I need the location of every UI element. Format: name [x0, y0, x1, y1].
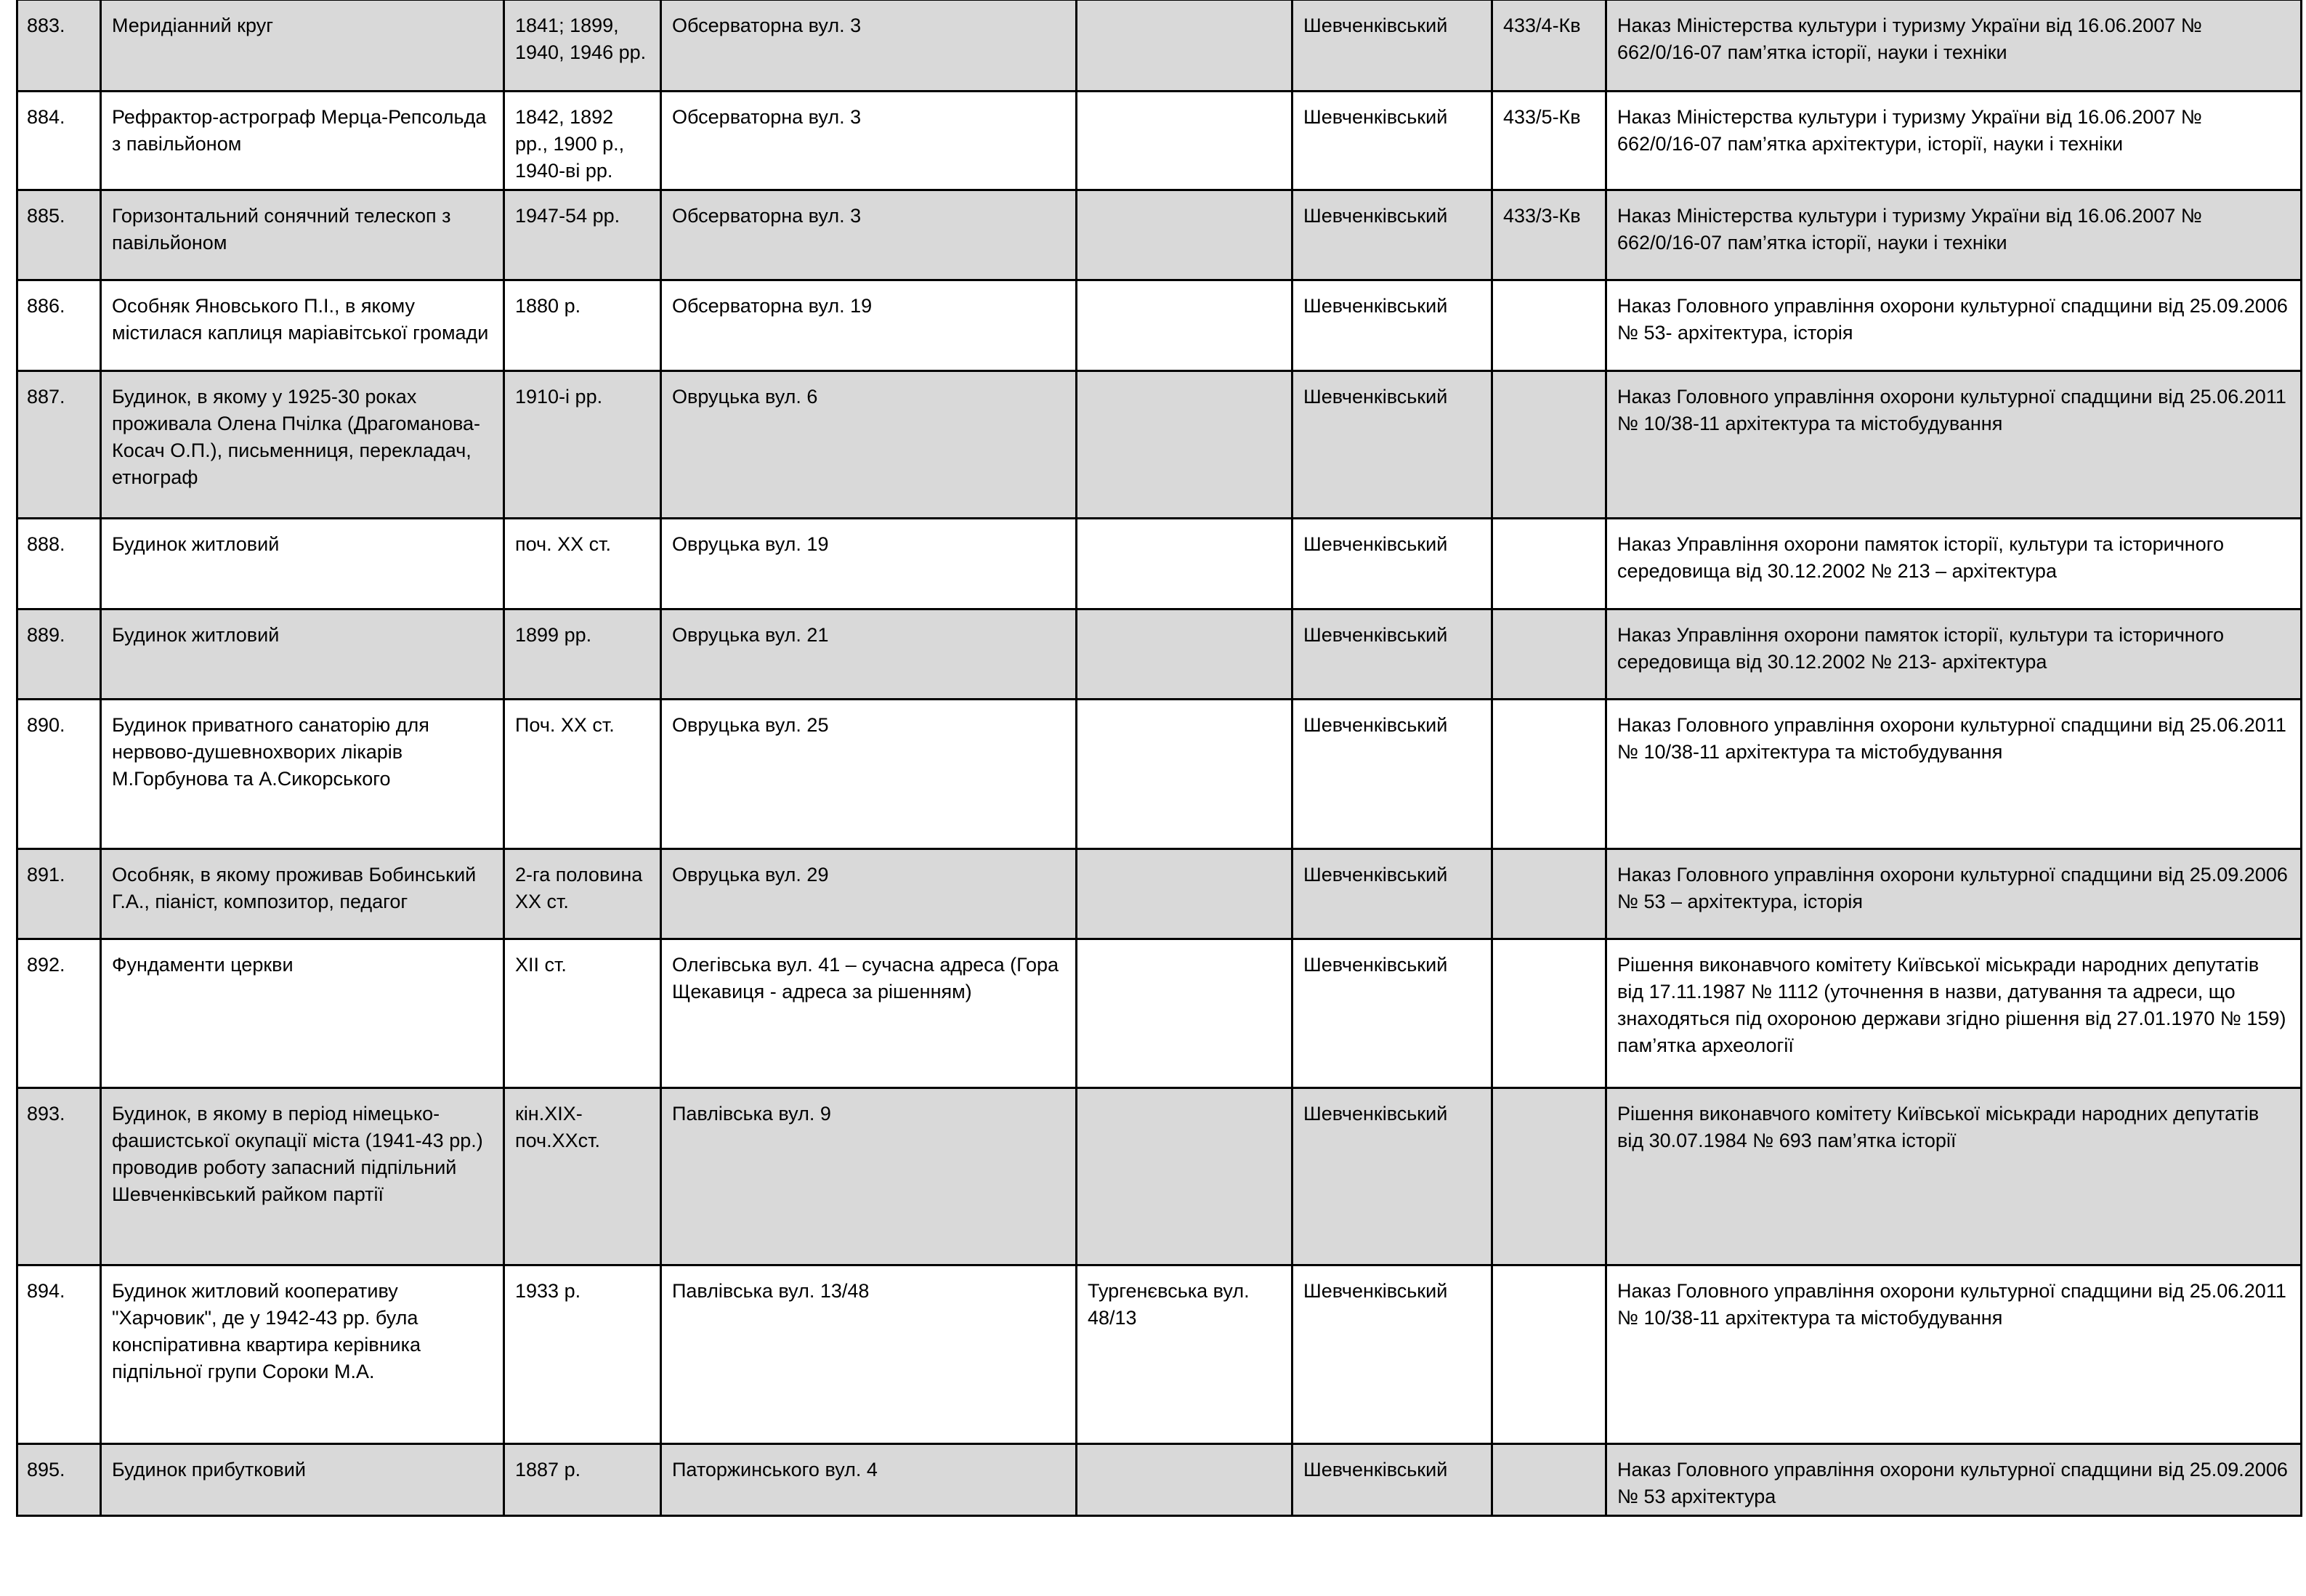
- monument-address-cell: Павлівська вул. 9: [661, 1088, 1077, 1265]
- row-number-cell: 892.: [17, 939, 101, 1088]
- legal-document-cell: Наказ Головного управління охорони культурної спадщини від 25.06.2011 № 10/38-11 архітектура та містобудування: [1606, 1265, 2302, 1444]
- table-row: [17, 609, 2302, 700]
- row-number-cell: 885.: [17, 190, 101, 280]
- district-name-cell: Шевченківський: [1292, 92, 1492, 190]
- monument-name-cell: Горизонтальний сонячний телескоп з павільйоном: [101, 190, 504, 280]
- protection-number-cell: [1492, 609, 1606, 700]
- row-number-cell: 886.: [17, 280, 101, 371]
- monument-date-cell: 1842, 1892 рр., 1900 р., 1940-ві рр.: [504, 92, 661, 190]
- alternate-address-cell: [1077, 92, 1292, 190]
- legal-document-cell: Наказ Міністерства культури і туризму України від 16.06.2007 № 662/0/16-07 пам’ятка історії, науки і техніки: [1606, 190, 2302, 280]
- alternate-address-cell: [1077, 849, 1292, 939]
- row-number-cell: 883.: [17, 1, 101, 92]
- table-row: [17, 849, 2302, 939]
- table-row: [17, 280, 2302, 371]
- alternate-address-cell: [1077, 1444, 1292, 1516]
- monument-date-cell: ХІІ ст.: [504, 939, 661, 1088]
- legal-document-cell: Рішення виконавчого комітету Київської міськради народних депутатів від 17.11.1987 № 1112 (уточнення в назви, датування та адреси, що знаходяться під охороною держави згідно рішення від 27.01.1970 № 159) пам’ятка археології: [1606, 939, 2302, 1088]
- row-number-cell: 887.: [17, 371, 101, 519]
- alternate-address-cell: [1077, 939, 1292, 1088]
- monument-name-cell: Рефрактор-астрограф Мерца-Репсольда з павільйоном: [101, 92, 504, 190]
- legal-document-cell: Наказ Управління охорони памяток історії, культури та історичного середовища від 30.12.2002 № 213- архітектура: [1606, 609, 2302, 700]
- monument-address-cell: Обсерваторна вул. 3: [661, 1, 1077, 92]
- district-name-cell: Шевченківський: [1292, 609, 1492, 700]
- monument-name-cell: Будинок житловий: [101, 609, 504, 700]
- table-row: [17, 1088, 2302, 1265]
- monument-address-cell: Паторжинського вул. 4: [661, 1444, 1077, 1516]
- table-row: [17, 1444, 2302, 1516]
- table-row: [17, 1265, 2302, 1444]
- table-row: [17, 939, 2302, 1088]
- district-name-cell: Шевченківський: [1292, 1265, 1492, 1444]
- monument-address-cell: Павлівська вул. 13/48: [661, 1265, 1077, 1444]
- alternate-address-cell: [1077, 1088, 1292, 1265]
- table-row: [17, 190, 2302, 280]
- monument-name-cell: Фундаменти церкви: [101, 939, 504, 1088]
- row-number-cell: 888.: [17, 519, 101, 609]
- monument-address-cell: Овруцька вул. 6: [661, 371, 1077, 519]
- protection-number-cell: [1492, 1088, 1606, 1265]
- row-number-cell: 890.: [17, 700, 101, 849]
- monument-name-cell: Будинок, в якому в період німецько-фашистської окупації міста (1941-43 рр.) проводив роботу запасний підпільний Шевченківський райком партії: [101, 1088, 504, 1265]
- table-row: [17, 371, 2302, 519]
- legal-document-cell: Наказ Міністерства культури і туризму України від 16.06.2007 № 662/0/16-07 пам’ятка історії, науки і техніки: [1606, 1, 2302, 92]
- alternate-address-cell: [1077, 609, 1292, 700]
- monument-name-cell: Особняк Яновського П.І., в якому містилася каплиця маріавітської громади: [101, 280, 504, 371]
- row-number-cell: 889.: [17, 609, 101, 700]
- row-number-cell: 884.: [17, 92, 101, 190]
- protection-number-cell: 433/4-Кв: [1492, 1, 1606, 92]
- legal-document-cell: Наказ Головного управління охорони культурної спадщини від 25.09.2006 № 53 – архітектура, історія: [1606, 849, 2302, 939]
- monument-date-cell: кін.ХІХ-поч.ХХст.: [504, 1088, 661, 1265]
- district-name-cell: Шевченківський: [1292, 280, 1492, 371]
- legal-document-cell: Наказ Головного управління охорони культурної спадщини від 25.09.2006 № 53- архітектура, історія: [1606, 280, 2302, 371]
- district-name-cell: Шевченківський: [1292, 371, 1492, 519]
- protection-number-cell: 433/3-Кв: [1492, 190, 1606, 280]
- protection-number-cell: [1492, 1444, 1606, 1516]
- alternate-address-cell: [1077, 700, 1292, 849]
- monument-date-cell: 1880 р.: [504, 280, 661, 371]
- legal-document-cell: Рішення виконавчого комітету Київської міськради народних депутатів від 30.07.1984 № 693 пам’ятка історії: [1606, 1088, 2302, 1265]
- monument-address-cell: Обсерваторна вул. 19: [661, 280, 1077, 371]
- district-name-cell: Шевченківський: [1292, 939, 1492, 1088]
- monument-date-cell: 1841; 1899, 1940, 1946 рр.: [504, 1, 661, 92]
- monument-address-cell: Обсерваторна вул. 3: [661, 190, 1077, 280]
- district-name-cell: Шевченківський: [1292, 1, 1492, 92]
- alternate-address-cell: [1077, 519, 1292, 609]
- monument-name-cell: Будинок, в якому у 1925-30 роках проживала Олена Пчілка (Драгоманова-Косач О.П.), письменниця, перекладач, етнограф: [101, 371, 504, 519]
- protection-number-cell: 433/5-Кв: [1492, 92, 1606, 190]
- monument-address-cell: Олегівська вул. 41 – сучасна адреса (Гора Щекавиця - адреса за рішенням): [661, 939, 1077, 1088]
- alternate-address-cell: [1077, 280, 1292, 371]
- district-name-cell: Шевченківський: [1292, 849, 1492, 939]
- protection-number-cell: [1492, 1265, 1606, 1444]
- legal-document-cell: Наказ Головного управління охорони культурної спадщини від 25.06.2011 № 10/38-11 архітектура та містобудування: [1606, 371, 2302, 519]
- monument-date-cell: 2-га половина ХХ ст.: [504, 849, 661, 939]
- protection-number-cell: [1492, 371, 1606, 519]
- legal-document-cell: Наказ Головного управління охорони культурної спадщини від 25.06.2011 № 10/38-11 архітектура та містобудування: [1606, 700, 2302, 849]
- monument-date-cell: 1910-і рр.: [504, 371, 661, 519]
- legal-document-cell: Наказ Управління охорони памяток історії, культури та історичного середовища від 30.12.2002 № 213 – архітектура: [1606, 519, 2302, 609]
- monument-date-cell: 1933 р.: [504, 1265, 661, 1444]
- table-row: [17, 1, 2302, 92]
- table-row: [17, 92, 2302, 190]
- district-name-cell: Шевченківський: [1292, 1088, 1492, 1265]
- row-number-cell: 894.: [17, 1265, 101, 1444]
- monument-name-cell: Будинок житловий кооперативу "Харчовик", де у 1942-43 рр. була конспіративна квартира керівника підпільної групи Сороки М.А.: [101, 1265, 504, 1444]
- protection-number-cell: [1492, 700, 1606, 849]
- alternate-address-cell: [1077, 371, 1292, 519]
- monument-date-cell: 1947-54 рр.: [504, 190, 661, 280]
- monument-date-cell: поч. ХХ ст.: [504, 519, 661, 609]
- legal-document-cell: Наказ Головного управління охорони культурної спадщини від 25.09.2006 № 53 архітектура: [1606, 1444, 2302, 1516]
- alternate-address-cell: [1077, 1, 1292, 92]
- alternate-address-cell: Тургенєвська вул. 48/13: [1077, 1265, 1292, 1444]
- monument-date-cell: 1899 рр.: [504, 609, 661, 700]
- table-row: [17, 700, 2302, 849]
- monument-name-cell: Будинок житловий: [101, 519, 504, 609]
- district-name-cell: Шевченківський: [1292, 700, 1492, 849]
- row-number-cell: 895.: [17, 1444, 101, 1516]
- monument-name-cell: Будинок приватного санаторію для нервово-душевнохворих лікарів М.Горбунова та А.Сикорського: [101, 700, 504, 849]
- monument-address-cell: Овруцька вул. 25: [661, 700, 1077, 849]
- monument-address-cell: Обсерваторна вул. 3: [661, 92, 1077, 190]
- legal-document-cell: Наказ Міністерства культури і туризму України від 16.06.2007 № 662/0/16-07 пам’ятка архітектури, історії, науки і техніки: [1606, 92, 2302, 190]
- monument-date-cell: Поч. ХХ ст.: [504, 700, 661, 849]
- table-row: [17, 519, 2302, 609]
- monument-date-cell: 1887 р.: [504, 1444, 661, 1516]
- protection-number-cell: [1492, 280, 1606, 371]
- alternate-address-cell: [1077, 190, 1292, 280]
- monument-name-cell: Будинок прибутковий: [101, 1444, 504, 1516]
- monument-name-cell: Особняк, в якому проживав Бобинський Г.А., піаніст, композитор, педагог: [101, 849, 504, 939]
- monuments-registry-table: [16, 0, 2302, 1517]
- row-number-cell: 893.: [17, 1088, 101, 1265]
- monument-address-cell: Овруцька вул. 21: [661, 609, 1077, 700]
- registry-table-body: [17, 1, 2302, 1516]
- row-number-cell: 891.: [17, 849, 101, 939]
- monument-name-cell: Меридіанний круг: [101, 1, 504, 92]
- district-name-cell: Шевченківський: [1292, 1444, 1492, 1516]
- monument-address-cell: Овруцька вул. 19: [661, 519, 1077, 609]
- protection-number-cell: [1492, 939, 1606, 1088]
- district-name-cell: Шевченківський: [1292, 190, 1492, 280]
- district-name-cell: Шевченківський: [1292, 519, 1492, 609]
- protection-number-cell: [1492, 849, 1606, 939]
- monument-address-cell: Овруцька вул. 29: [661, 849, 1077, 939]
- protection-number-cell: [1492, 519, 1606, 609]
